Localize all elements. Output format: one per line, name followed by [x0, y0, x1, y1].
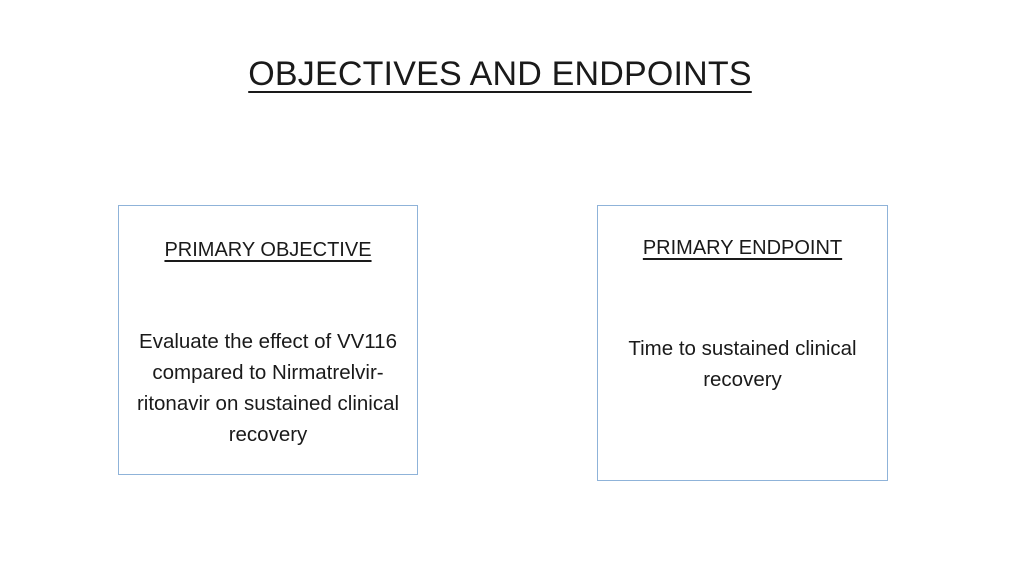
primary-objective-heading: PRIMARY OBJECTIVE	[164, 239, 372, 261]
primary-objective-box	[118, 205, 418, 475]
primary-objective-text: Evaluate the effect of VV116 compared to Nirmatrelvir-ritonavir on sustained clinical recovery	[136, 330, 400, 446]
primary-endpoint-box	[597, 205, 888, 481]
primary-endpoint-text: Time to sustained clinical recovery	[628, 337, 857, 391]
primary-endpoint-heading: PRIMARY ENDPOINT	[642, 237, 843, 259]
slide-title: OBJECTIVES AND ENDPOINTS	[248, 55, 752, 93]
